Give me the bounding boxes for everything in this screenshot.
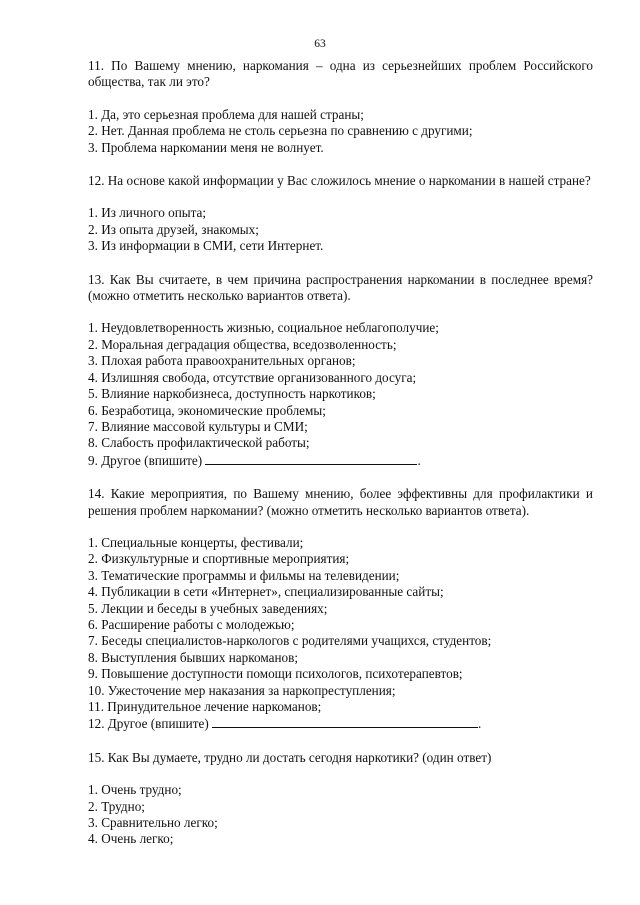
- question-14-text: 14. Какие мероприятия, по Вашему мнению, более эффективны для профилактики и решения проблем наркомании? (можно отметить несколько вариантов ответа).: [88, 486, 593, 518]
- question-13-option-9-label: 9. Другое (впишите): [88, 452, 203, 468]
- question-13-option-3: 3. Плохая работа правоохранительных органов;: [88, 353, 356, 369]
- question-14-option-9: 9. Повышение доступности помощи психологов, психотерапевтов;: [88, 666, 463, 682]
- question-13-option-4: 4. Излишняя свобода, отсутствие организованного досуга;: [88, 369, 417, 385]
- question-14-option-5: 5. Лекции и беседы в учебных заведениях;: [88, 600, 328, 616]
- question-13-fill-in-period: .: [417, 452, 421, 468]
- question-15-option-2: 2. Трудно;: [88, 798, 145, 814]
- question-13-option-1: 1. Неудовлетворенность жизнью, социальное неблагополучие;: [88, 320, 439, 336]
- question-14-option-6: 6. Расширение работы с молодежью;: [88, 616, 295, 632]
- question-13-fill-in-line[interactable]: [205, 452, 417, 465]
- question-12-option-1: 1. Из личного опыта;: [88, 205, 207, 221]
- question-13-option-9: [88, 452, 593, 469]
- question-11-text: 11. По Вашему мнению, наркомания – одна из серьезнейших проблем Российского общества, так ли это?: [88, 58, 593, 90]
- question-14-option-12-label: 12. Другое (впишите): [88, 716, 209, 732]
- question-14: [88, 486, 593, 733]
- question-11-options: [88, 107, 593, 156]
- question-13-text: 13. Как Вы считаете, в чем причина распространения наркомании в последнее время? (можно отметить несколько вариантов ответа).: [88, 271, 593, 304]
- question-14-option-11: 11. Принудительное лечение наркоманов;: [88, 699, 322, 714]
- question-15-options: [88, 782, 593, 848]
- question-11-option-3: 3. Проблема наркомании меня не волнует.: [88, 139, 324, 155]
- question-13-option-2: 2. Моральная деградация общества, вседозволенность;: [88, 336, 397, 352]
- question-15-text: 15. Как Вы думаете, трудно ли достать сегодня наркотики? (один ответ): [88, 749, 492, 765]
- question-12: [88, 173, 593, 255]
- question-13-option-5: 5. Влияние наркобизнеса, доступность наркотиков;: [88, 386, 376, 402]
- question-13-option-6: 6. Безработица, экономические проблемы;: [88, 402, 326, 418]
- question-12-option-3: 3. Из информации в СМИ, сети Интернет.: [88, 238, 324, 254]
- question-11-option-2: 2. Нет. Данная проблема не столь серьезна по сравнению с другими;: [88, 123, 473, 139]
- page-number: 63: [314, 38, 326, 50]
- question-14-options: [88, 535, 593, 733]
- question-14-fill-in-line[interactable]: [212, 715, 478, 728]
- question-14-option-2: 2. Физкультурные и спортивные мероприятия;: [88, 551, 350, 567]
- question-15: [88, 750, 593, 848]
- question-15-option-1: 1. Очень трудно;: [88, 782, 182, 798]
- question-14-option-4: 4. Публикации в сети «Интернет», специализированные сайты;: [88, 584, 444, 600]
- question-11: [88, 58, 593, 156]
- question-12-options: [88, 205, 593, 254]
- question-14-option-3: 3. Тематические программы и фильмы на телевидении;: [88, 567, 400, 583]
- questionnaire: [88, 58, 593, 865]
- question-13: [88, 272, 593, 469]
- question-13-option-8: 8. Слабость профилактической работы;: [88, 435, 310, 451]
- question-13-options: [88, 320, 593, 469]
- question-15-option-4: 4. Очень легко;: [88, 831, 174, 847]
- question-14-option-12: [88, 715, 593, 732]
- question-12-text: 12. На основе какой информации у Вас сложилось мнение о наркомании в нашей стране?: [88, 173, 591, 189]
- question-13-option-7: 7. Влияние массовой культуры и СМИ;: [88, 418, 308, 434]
- question-11-option-1: 1. Да, это серьезная проблема для нашей страны;: [88, 106, 364, 122]
- question-14-option-7: 7. Беседы специалистов-наркологов с родителями учащихся, студентов;: [88, 633, 492, 649]
- question-14-option-10: 10. Ужесточение мер наказания за наркопреступления;: [88, 682, 396, 698]
- question-14-fill-in-period: .: [478, 716, 482, 732]
- question-14-option-8: 8. Выступления бывших наркоманов;: [88, 649, 298, 665]
- question-14-option-1: 1. Специальные концерты, фестивали;: [88, 534, 304, 550]
- question-12-option-2: 2. Из опыта друзей, знакомых;: [88, 221, 259, 237]
- question-15-option-3: 3. Сравнительно легко;: [88, 815, 218, 831]
